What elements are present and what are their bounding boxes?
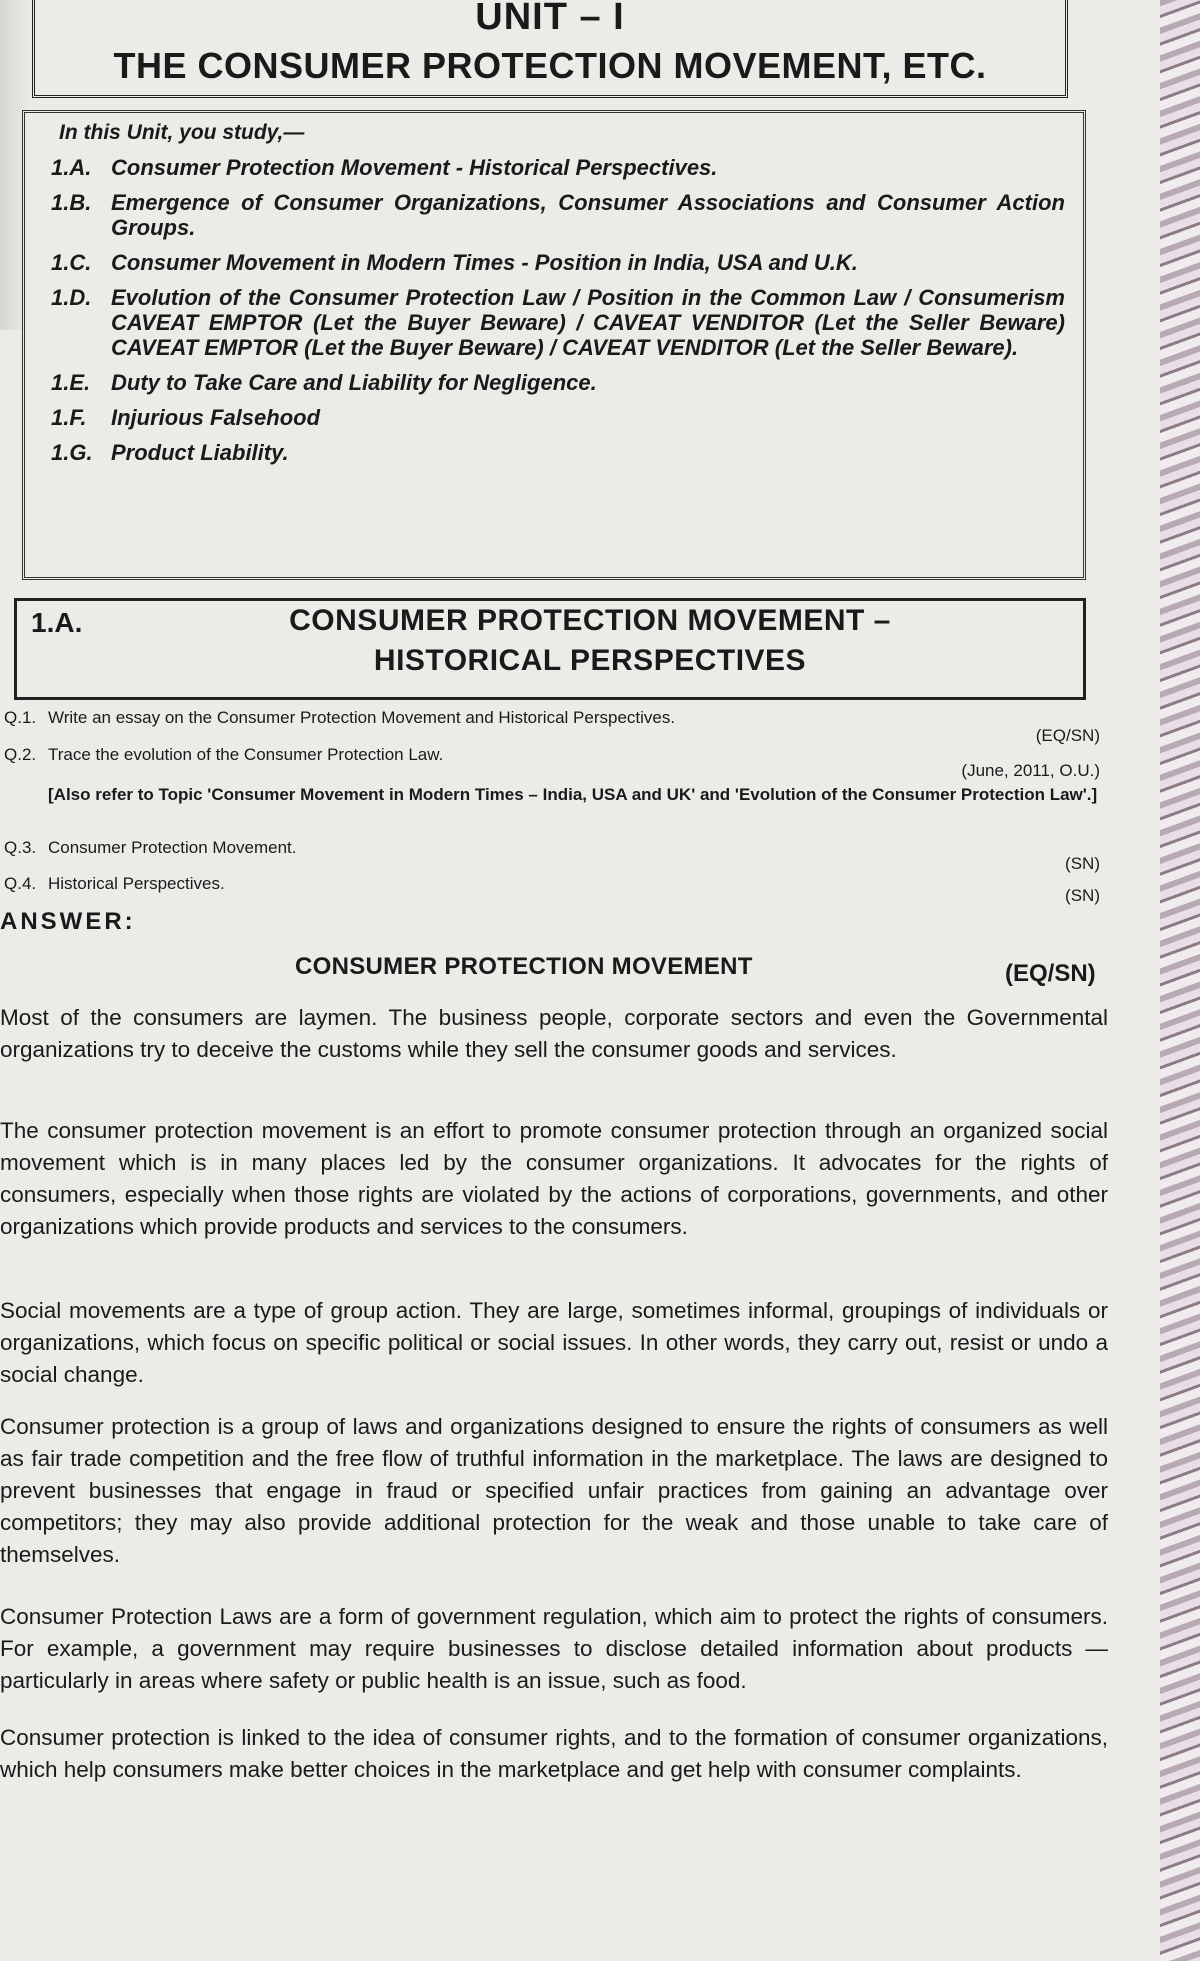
section-title-line: HISTORICAL PERSPECTIVES: [373, 644, 807, 677]
unit-header: [32, 0, 1068, 98]
syllabus-item: [51, 190, 1065, 240]
question-text: Consumer Protection Movement.: [48, 838, 297, 857]
syllabus-item-text: Product Liability.: [111, 440, 289, 465]
section-number: 1.A.: [31, 607, 83, 638]
syllabus-item-text: Consumer Protection Movement - Historical Perspectives.: [111, 155, 718, 180]
section-title: [137, 601, 1043, 681]
answer-badge: (EQ/SN): [1005, 960, 1096, 987]
body-paragraph: The consumer protection movement is an effort to promote consumer protection through an organized social movement which is in many places led by the consumer organizations. It advocates for the rights of consumers, especially when those rights are violated by the actions of corporations, governments, and other organizations which provide products and services to the consumers.: [0, 1118, 1108, 1239]
syllabus-item-text: Emergence of Consumer Organizations, Consumer Associations and Consumer Action Groups.: [111, 190, 1065, 240]
question-badge: (EQ/SN): [1035, 726, 1100, 745]
question-number: Q.2.: [4, 745, 37, 764]
syllabus-item: [51, 440, 1065, 465]
answer-heading: CONSUMER PROTECTION MOVEMENT: [295, 953, 753, 980]
question-badge: (SN): [1065, 886, 1100, 905]
question-number: Q.3.: [4, 838, 37, 857]
syllabus-item-text: Consumer Movement in Modern Times - Position in India, USA and U.K.: [111, 250, 858, 275]
syllabus-item: [51, 370, 1065, 395]
syllabus-item-number: 1.B.: [51, 190, 92, 215]
question-badge: (June, 2011, O.U.): [961, 761, 1100, 780]
syllabus-item-number: 1.G.: [51, 440, 93, 465]
syllabus-intro: In this Unit, you study,—: [59, 121, 305, 144]
question-number: Q.1.: [4, 708, 37, 727]
question-badge: (SN): [1065, 854, 1100, 873]
syllabus-item-text: Evolution of the Consumer Protection Law / Position in the Common Law / Consumerism CAVEAT EMPTOR (Let the Buyer Beware) / CAVEAT VENDITOR (Let the Seller Beware) CAVEAT EMPTOR (Let the Buyer Beware) / CAVEAT VENDITOR (Let the Seller Beware).: [111, 285, 1065, 360]
body-paragraph: Social movements are a type of group action. They are large, sometimes informal, groupings of individuals or organizations, which focus on specific political or social issues. In other words, they carry out, resist or undo a social change.: [0, 1298, 1108, 1387]
answer-label: ANSWER:: [0, 908, 136, 935]
syllabus-item-text: Duty to Take Care and Liability for Negligence.: [111, 370, 597, 395]
body-paragraph: Consumer protection is a group of laws and organizations designed to ensure the rights of consumers as well as fair trade competition and the free flow of truthful information in the marketplace. The laws are designed to prevent businesses that engage in fraud or specified unfair practices from gaining an advantage over competitors; they may also provide additional protection for the weak and those unable to take care of themselves.: [0, 1414, 1108, 1567]
section-header: [14, 598, 1086, 700]
syllabus-item-number: 1.C.: [51, 250, 92, 275]
syllabus-item: [51, 250, 1065, 275]
section-title-line: CONSUMER PROTECTION MOVEMENT –: [289, 604, 891, 637]
question-text: Historical Perspectives.: [48, 874, 225, 893]
syllabus-item-number: 1.E.: [51, 370, 91, 395]
syllabus-item-number: 1.F.: [51, 405, 87, 430]
page-binding-edge: [1160, 0, 1200, 1961]
syllabus-item: [51, 155, 1065, 180]
question-note-text: [Also refer to Topic 'Consumer Movement in Modern Times – India, USA and UK' and 'Evolution of the Consumer Protection Law'.]: [48, 785, 1098, 804]
syllabus-item-text: Injurious Falsehood: [111, 405, 321, 430]
body-paragraph: Consumer Protection Laws are a form of government regulation, which aim to protect the rights of consumers. For example, a government may require businesses to disclose detailed information about products — particularly in areas where safety or public health is an issue, such as food.: [0, 1604, 1108, 1693]
body-paragraph: Consumer protection is linked to the idea of consumer rights, and to the formation of consumer organizations, which help consumers make better choices in the marketplace and get help with consumer complaints.: [0, 1725, 1108, 1782]
body-paragraph: Most of the consumers are laymen. The business people, corporate sectors and even the Governmental organizations try to deceive the customs while they sell the consumer goods and services.: [0, 1005, 1108, 1062]
question-text: Write an essay on the Consumer Protection Movement and Historical Perspectives.: [48, 708, 676, 727]
question-number: Q.4.: [4, 874, 37, 893]
unit-number: UNIT – I: [475, 0, 625, 38]
unit-title: THE CONSUMER PROTECTION MOVEMENT, ETC.: [113, 45, 987, 86]
syllabus-box: [22, 110, 1086, 580]
syllabus-item-number: 1.A.: [51, 155, 92, 180]
syllabus-item: [51, 405, 1065, 430]
syllabus-item-number: 1.D.: [51, 285, 92, 310]
syllabus-item: [51, 285, 1065, 360]
question-text: Trace the evolution of the Consumer Protection Law.: [48, 745, 444, 764]
